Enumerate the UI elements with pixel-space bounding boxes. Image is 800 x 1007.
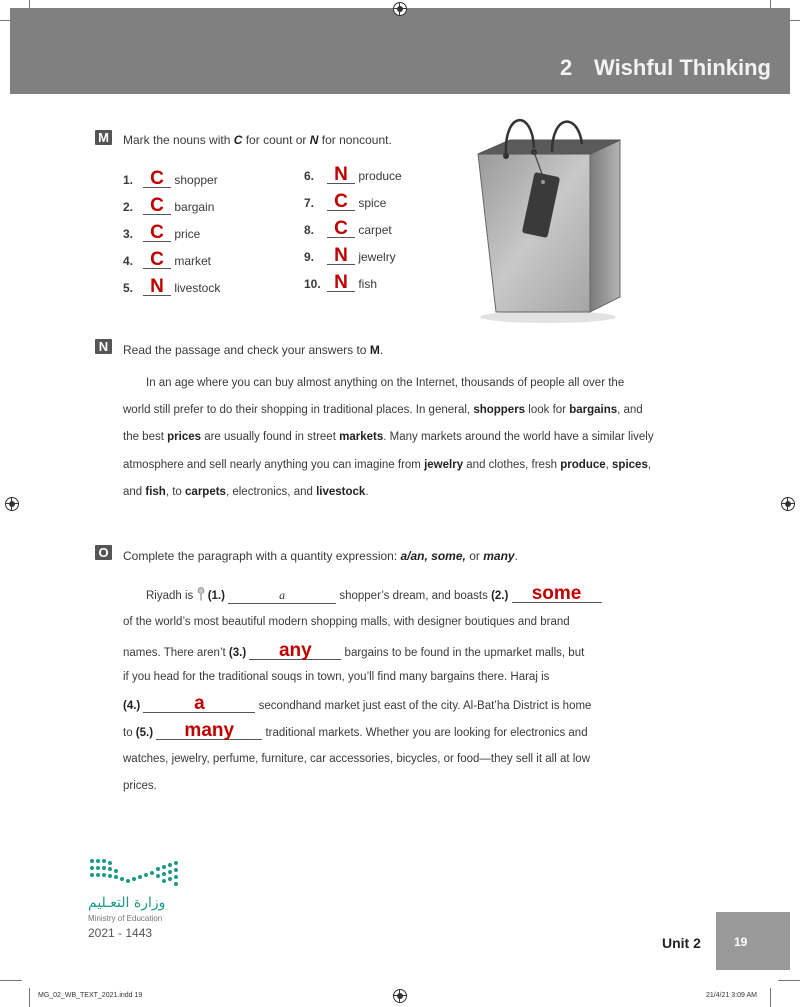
- list-item: 5. N livestock: [123, 276, 221, 297]
- section-m-badge: M: [95, 130, 112, 145]
- registration-mark-icon: [393, 2, 407, 16]
- passage-text: , to: [165, 485, 186, 498]
- reading-passage: [123, 377, 683, 513]
- registration-mark-icon: [781, 497, 795, 511]
- answer-mark: C: [150, 249, 164, 270]
- unit-number: 2: [560, 55, 573, 80]
- slug-filename: MG_02_WB_TEXT_2021.indd 19: [38, 992, 143, 999]
- key-noun: fish: [145, 485, 166, 498]
- ministry-logo-icon: [88, 855, 183, 889]
- ministry-name-english: Ministry of Education: [88, 914, 163, 923]
- blank-answer: many: [184, 720, 235, 741]
- blank-answer: any: [278, 640, 312, 661]
- ministry-name-arabic: وزارة التعـليم: [88, 895, 166, 911]
- answer-mark: C: [334, 191, 348, 212]
- passage-text: and clothes, fresh: [463, 458, 561, 471]
- passage-line: [123, 431, 683, 458]
- answer-mark: C: [150, 168, 164, 189]
- noun-list-left: [123, 168, 221, 307]
- passage-line: [123, 377, 683, 404]
- answer-mark: N: [334, 164, 348, 185]
- passage-text: are usually found in street: [201, 431, 340, 444]
- blank-answer: a: [279, 588, 286, 602]
- key-noun: bargains: [569, 404, 618, 417]
- key-noun: shoppers: [473, 404, 526, 417]
- list-item: 7. C spice: [304, 191, 387, 212]
- footer-unit-label: Unit 2: [662, 935, 701, 951]
- crop-mark: [778, 980, 800, 981]
- paragraph-line: watches, jewelry, perfume, furniture, car accessories, bicycles, or food—they sell it all at low: [123, 753, 590, 765]
- passage-text: . Many markets around the world have a similar lively: [383, 431, 654, 444]
- paragraph-line: Riyadh is (1.) a shopper’s dream, and boasts (2.) some: [146, 587, 602, 604]
- list-item: 6. N produce: [304, 164, 402, 185]
- answer-mark: C: [150, 195, 164, 216]
- noun-list-right: [304, 164, 402, 303]
- passage-line: [123, 486, 683, 513]
- section-n-instruction: Read the passage and check your answers to M.: [123, 343, 384, 357]
- key-icon: [197, 587, 205, 601]
- academic-year: 2021 - 1443: [88, 926, 153, 940]
- key-noun: jewelry: [424, 458, 464, 471]
- section-o-instruction: Complete the paragraph with a quantity expression: a/an, some, or many.: [123, 549, 518, 563]
- paragraph-line: names. There aren’t (3.) any bargains to be found in the upmarket malls, but: [123, 640, 585, 661]
- key-noun: livestock: [316, 485, 366, 498]
- slug-timestamp: 21/4/21 3:09 AM: [706, 992, 757, 999]
- passage-text: , and: [617, 404, 643, 417]
- key-noun: prices: [167, 431, 202, 444]
- passage-text: .: [365, 485, 369, 498]
- passage-line: [123, 404, 683, 431]
- passage-text: ,: [647, 458, 652, 471]
- list-item: 10. N fish: [304, 272, 378, 293]
- crop-mark: [770, 988, 771, 1007]
- passage-text: atmosphere and sell nearly anything you can imagine from: [123, 458, 425, 471]
- list-item: 8. C carpet: [304, 218, 392, 239]
- paragraph-line: (4.) a secondhand market just east of the city. Al-Bat’ha District is home: [123, 693, 592, 714]
- passage-text: look for: [525, 404, 570, 417]
- list-item: 2. C bargain: [123, 195, 215, 216]
- paragraph-line: to (5.) many traditional markets. Whether you are looking for electronics and: [123, 720, 588, 741]
- shopping-bag-illustration: [470, 112, 630, 327]
- list-item: 3. C price: [123, 222, 201, 243]
- paragraph-line: of the world’s most beautiful modern shopping malls, with designer boutiques and brand: [123, 616, 570, 628]
- key-noun: markets: [339, 431, 384, 444]
- answer-mark: N: [334, 272, 348, 293]
- passage-line: [123, 459, 683, 486]
- passage-text: , electronics, and: [225, 485, 317, 498]
- crop-mark: [29, 988, 30, 1007]
- passage-text: the best: [123, 431, 168, 444]
- registration-mark-icon: [393, 989, 407, 1003]
- key-noun: produce: [560, 458, 606, 471]
- section-m-instruction: Mark the nouns with C for count or N for noncount.: [123, 133, 392, 147]
- list-item: 4. C market: [123, 249, 212, 270]
- key-noun: carpets: [185, 485, 226, 498]
- passage-text: and: [123, 485, 146, 498]
- section-o-badge: O: [95, 545, 112, 560]
- answer-mark: N: [334, 245, 348, 266]
- answer-mark: N: [150, 276, 164, 297]
- page-number-box: [716, 912, 790, 970]
- crop-mark: [0, 980, 22, 981]
- answer-mark: C: [334, 218, 348, 239]
- blank-answer: a: [194, 693, 205, 714]
- answer-mark: C: [150, 222, 164, 243]
- passage-text: ,: [605, 458, 613, 471]
- registration-mark-icon: [5, 497, 19, 511]
- passage-text: world still prefer to do their shopping in traditional places. In general,: [123, 404, 474, 417]
- list-item: 1. C shopper: [123, 168, 218, 189]
- paragraph-line: if you head for the traditional souqs in town, you’ll find many bargains there. Haraj is: [123, 671, 550, 683]
- unit-header-band: [10, 8, 790, 94]
- passage-text: In an age where you can buy almost anything on the Internet, thousands of people all over the: [146, 377, 625, 389]
- unit-title: Wishful Thinking: [594, 55, 771, 80]
- key-noun: spices: [612, 458, 648, 471]
- page-number: 19: [734, 935, 748, 949]
- list-item: 9. N jewelry: [304, 245, 396, 266]
- section-n-badge: N: [95, 339, 112, 354]
- blank-answer: some: [531, 583, 582, 604]
- paragraph-line: prices.: [123, 780, 157, 792]
